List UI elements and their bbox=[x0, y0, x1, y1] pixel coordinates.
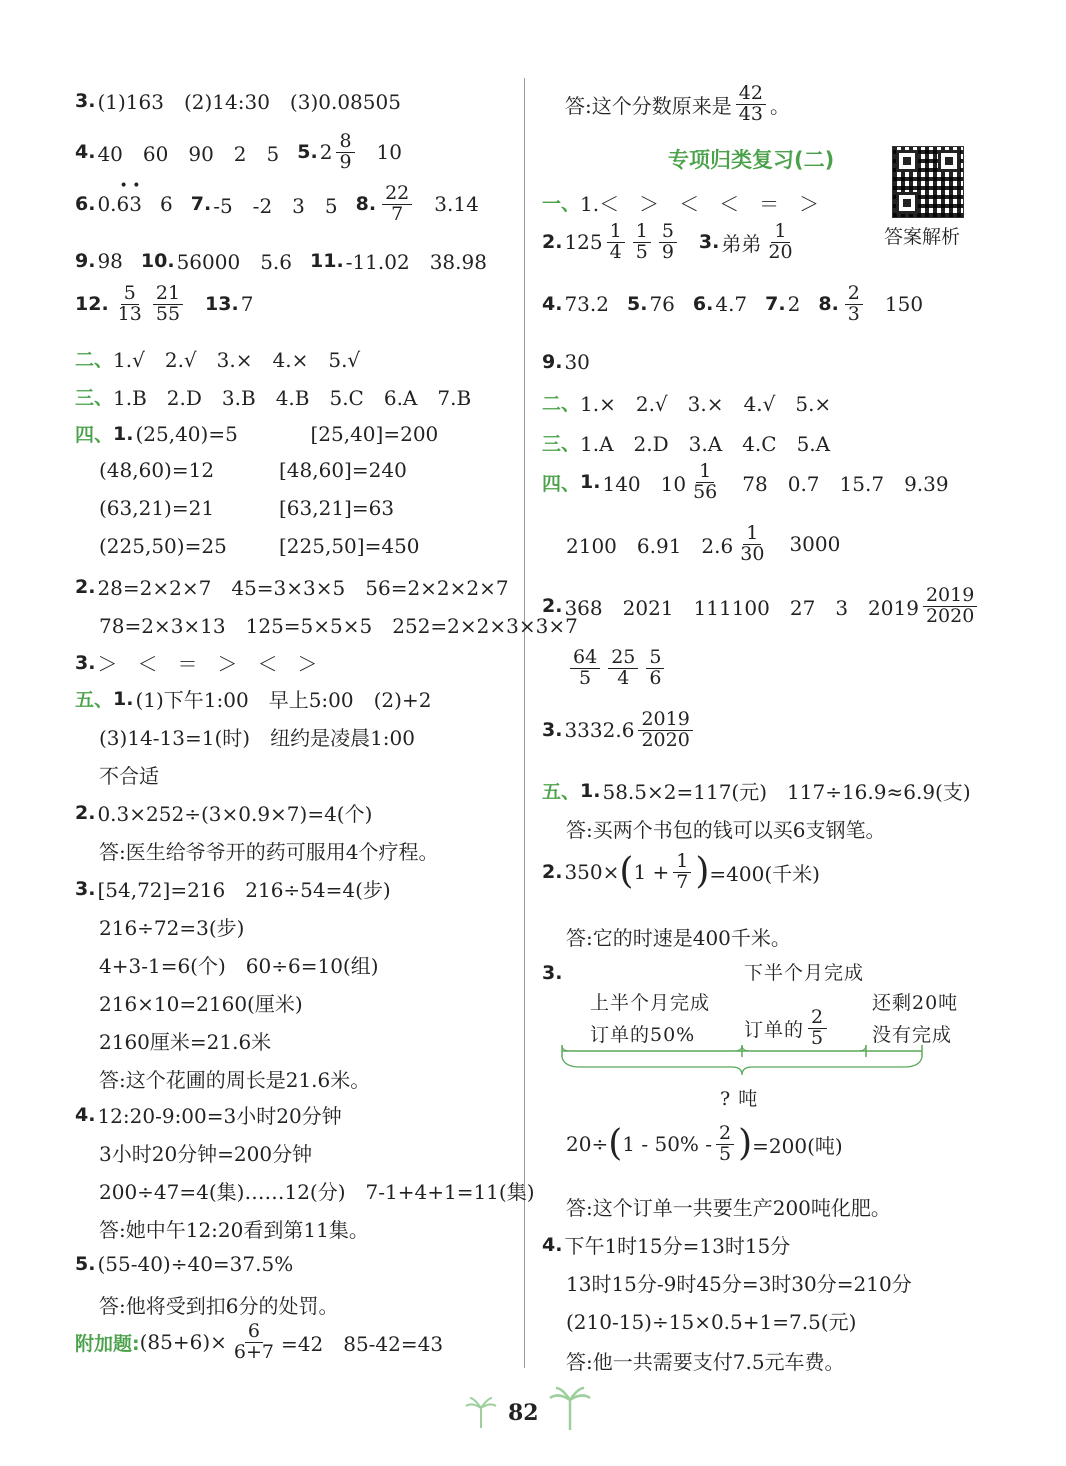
column-divider bbox=[524, 78, 525, 1368]
fraction: $\frac{1}{56}$ bbox=[693, 460, 718, 503]
palm-tree-icon bbox=[464, 1396, 498, 1430]
fraction: $\frac{1}{20}$ bbox=[768, 220, 793, 263]
line-segment-diagram: 下半个月完成 上半个月完成 订单的50% 订单的 $\frac{2}{5}$ 还剩20吨 没有完成 ? 吨 bbox=[560, 958, 970, 1108]
fraction: $\frac{2}{5}$ bbox=[716, 1124, 734, 1165]
segment-lines bbox=[560, 1043, 970, 1083]
page-number: 82 bbox=[508, 1400, 539, 1426]
section-three: 三、 1.B 2.D 3.B 4.B 5.C 6.A 7.B bbox=[75, 386, 472, 410]
fraction: $\frac{42}{43}$ bbox=[736, 84, 766, 125]
palm-tree-icon bbox=[548, 1386, 592, 1432]
qr-code-icon[interactable] bbox=[892, 146, 964, 218]
answer-line: 12. $\frac{5}{13}$ $\frac{21}{55}$ 13. 7 bbox=[75, 282, 254, 325]
fraction: $\frac{6}{6+7}$ bbox=[233, 1320, 275, 1363]
fraction: $\frac{5}{13}$ bbox=[117, 282, 142, 325]
fraction: $\frac{64}{5}$ bbox=[570, 648, 600, 689]
fraction: $\frac{25}{4}$ bbox=[608, 648, 638, 689]
extra-question: 附加题: (85+6)× $\frac{6}{6+7}$ =42 85-42=43 bbox=[75, 1320, 444, 1363]
fraction: $\frac{2019}{2020}$ bbox=[638, 710, 692, 751]
fraction: $\frac{1}{5}$ bbox=[633, 222, 651, 263]
fraction: $\frac{5}{6}$ bbox=[646, 648, 664, 689]
answer-line: 答:这个分数原来是 $\frac{42}{43}$ 。 bbox=[565, 82, 790, 125]
answer-line: 3. (1)163 (2)14:30 (3)0.08505 bbox=[75, 89, 401, 114]
section-title: 专项归类复习(二) bbox=[668, 148, 835, 172]
answer-line: 9. 98 10. 56000 5.6 11. -11.02 38.98 bbox=[75, 248, 487, 274]
fraction: $\frac{22}{7}$ bbox=[382, 184, 412, 225]
fraction: $\frac{2}{5}$ bbox=[808, 1008, 827, 1049]
fraction: $\frac{21}{55}$ bbox=[153, 284, 183, 325]
section-four: 四、 1. (25,40)=5 [25,40]=200 bbox=[75, 421, 439, 446]
fraction: $\frac{1}{4}$ bbox=[607, 222, 625, 263]
section-two: 二、 1.√ 2.√ 3.× 4.× 5.√ bbox=[75, 348, 361, 372]
qr-label: 答案解析 bbox=[884, 226, 961, 248]
answer-line: 4. 40 60 90 2 5 5. 2 $\frac{8}{9}$ 10 bbox=[75, 130, 402, 173]
fraction: $\frac{2019}{2020}$ bbox=[923, 586, 977, 627]
fraction: $\frac{8}{9}$ bbox=[336, 132, 354, 173]
fraction: $\frac{5}{9}$ bbox=[659, 222, 677, 263]
fraction: $\frac{2}{3}$ bbox=[845, 284, 863, 325]
answer-line: 6. 0.6 • 3 • 6 7. -5 -2 3 5 8. $\frac{22}{7}$ 3.14 bbox=[75, 178, 479, 225]
section-five: 五、 1. (1)下午1:00 早上5:00 (2)+2 bbox=[75, 687, 432, 712]
fraction: $\frac{1}{30}$ bbox=[740, 522, 765, 565]
fraction: $\frac{1}{7}$ bbox=[673, 852, 691, 893]
